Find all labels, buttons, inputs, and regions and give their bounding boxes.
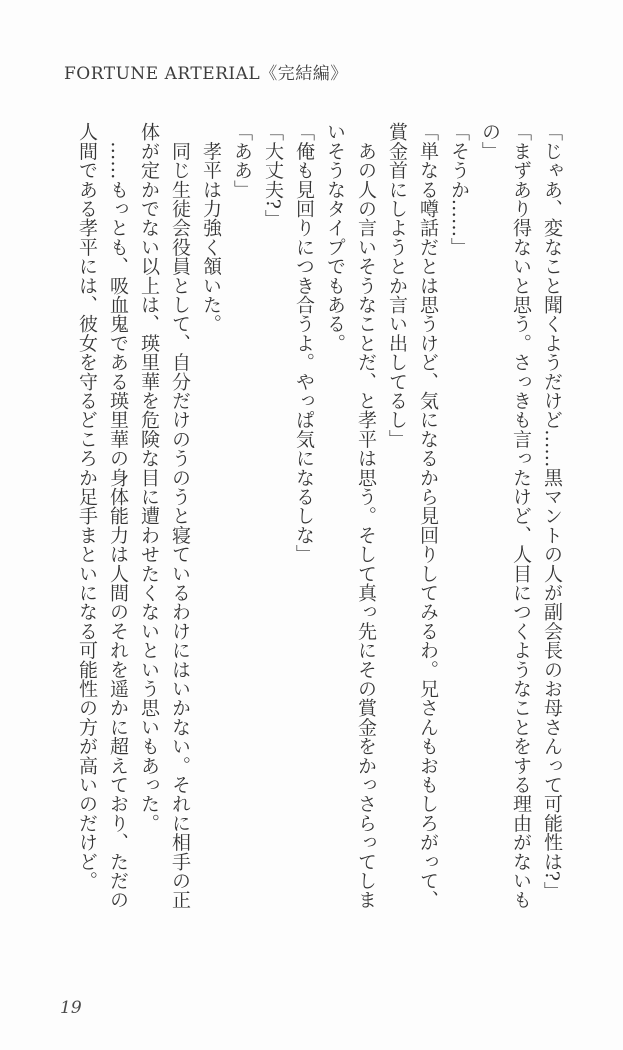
paragraph-dialogue: 「単なる噂話だとは思うけど、気になるから見回りしてみるわ。兄さんもおもしろがって、賞金首にしようとか言い出してるし」 bbox=[386, 122, 439, 910]
paragraph-narration: 同じ生徒会役員として、自分だけのうのうと寝ているわけにはいかない。それに相手の正体が定かでない以上は、瑛里華を危険な目に遭わせたくないという思いもあった。 bbox=[138, 122, 191, 910]
paragraph-narration: あの人の言いそうなことだ、と孝平は思う。そして真っ先にその賞金をかっさらってしまいそうなタイプでもある。 bbox=[324, 122, 377, 910]
paragraph-dialogue: 「ああ」 bbox=[231, 122, 253, 199]
paragraph-narration: 孝平は力強く頷いた。 bbox=[200, 122, 222, 334]
paragraph-narration: ……もっとも、吸血鬼である瑛里華の身体能力は人間のそれを遥かに超えており、ただの人間である孝平には、彼女を守るどころか足手まといになる可能性の方が高いのだけど。 bbox=[76, 122, 129, 910]
page-number: 19 bbox=[60, 998, 82, 1018]
paragraph-dialogue: 「じゃあ、変なこと聞くようだけど……黒マントの人が副会長のお母さんって可能性は?」 bbox=[541, 122, 563, 901]
paragraph-dialogue: 「俺も見回りにつき合うよ。やっぱ気になるしな」 bbox=[293, 122, 315, 564]
paragraph-dialogue: 「そうか……」 bbox=[448, 122, 470, 257]
paragraph-dialogue: 「まずあり得ないと思う。さっきも言ったけど、人目につくようなことをする理由がないもの」 bbox=[479, 122, 532, 910]
book-title: FORTUNE ARTERIAL《完結編》 bbox=[64, 64, 348, 84]
paragraph-dialogue: 「大丈夫?」 bbox=[262, 122, 284, 229]
novel-text-area bbox=[71, 122, 567, 928]
